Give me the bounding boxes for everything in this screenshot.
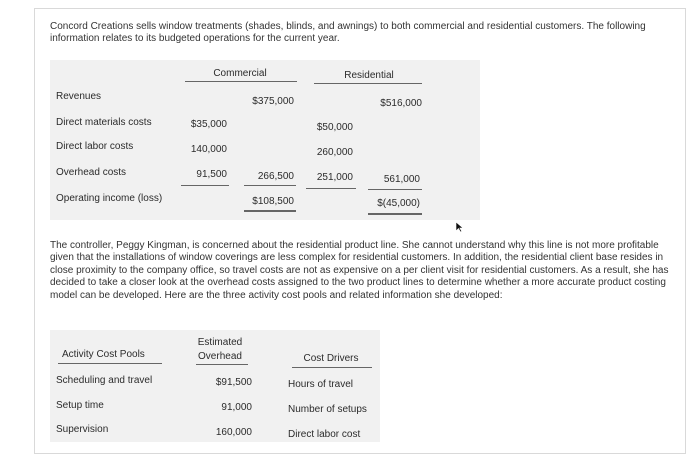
commercial-direct-labor: 140,000 bbox=[190, 144, 227, 155]
residential-header-underline bbox=[314, 83, 422, 84]
overhead-scheduling-travel: $91,500 bbox=[215, 377, 252, 388]
row-label-operating-income: Operating income (loss) bbox=[56, 193, 163, 204]
residential-header: Residential bbox=[344, 70, 394, 81]
activity-pools-header: Activity Cost Pools bbox=[62, 349, 145, 360]
residential-direct-labor: 260,000 bbox=[316, 147, 353, 158]
pool-scheduling-travel: Scheduling and travel bbox=[56, 375, 153, 386]
residential-overhead: 251,000 bbox=[316, 172, 353, 183]
commercial-total-costs: 266,500 bbox=[257, 171, 294, 182]
residential-subtotal-rule-a bbox=[306, 188, 356, 189]
cost-drivers-header: Cost Drivers bbox=[303, 353, 359, 364]
cost-drivers-underline bbox=[292, 367, 372, 368]
driver-setup-time: Number of setups bbox=[288, 404, 367, 415]
residential-revenues: $516,000 bbox=[380, 98, 422, 109]
commercial-header-underline bbox=[185, 81, 297, 82]
row-label-direct-materials: Direct materials costs bbox=[56, 117, 152, 128]
overhead-setup-time: 91,000 bbox=[221, 402, 252, 413]
residential-direct-materials: $50,000 bbox=[316, 122, 353, 133]
commercial-overhead: 91,500 bbox=[196, 169, 227, 180]
estimated-header: Estimated bbox=[197, 337, 243, 348]
residential-total-double-rule bbox=[368, 213, 422, 215]
row-label-direct-labor: Direct labor costs bbox=[56, 141, 134, 152]
overhead-header: Overhead bbox=[198, 351, 242, 362]
row-label-overhead: Overhead costs bbox=[56, 167, 127, 178]
row-label-revenues: Revenues bbox=[56, 91, 102, 102]
commercial-subtotal-rule-b bbox=[244, 185, 296, 186]
commercial-operating-income: $108,500 bbox=[252, 196, 294, 207]
residential-subtotal-rule-b bbox=[368, 189, 422, 190]
controller-paragraph: The controller, Peggy Kingman, is concerned about the residential product line. She cannot understand why this line is not more profitable given that the installations of window coverings are less complex for residential customers. In addition, the residential client base resides in close proximity to the company office, so travel costs are not as expensive on a per client visit for residential customers. As a result, she has decided to take a closer look at the overhead costs assigned to the two product lines to determine whether a more accurate product costing model can be developed. Here are the three activity cost pools and related information she developed: bbox=[50, 240, 669, 301]
intro-paragraph: Concord Creations sells window treatments (shades, blinds, and awnings) to both commercial and residential customers. The following information relates to its budgeted operations for the current year. bbox=[50, 21, 646, 45]
overhead-header-underline bbox=[196, 364, 248, 365]
commercial-direct-materials: $35,000 bbox=[190, 119, 227, 130]
pool-supervision: Supervision bbox=[56, 424, 109, 435]
mouse-cursor-icon bbox=[455, 221, 464, 233]
residential-operating-income: $(45,000) bbox=[377, 198, 420, 209]
activity-pools-underline bbox=[58, 363, 162, 364]
commercial-revenues: $375,000 bbox=[252, 96, 294, 107]
overhead-supervision: 160,000 bbox=[215, 427, 252, 438]
commercial-header: Commercial bbox=[213, 68, 267, 79]
driver-supervision: Direct labor cost bbox=[288, 429, 361, 440]
pool-setup-time: Setup time bbox=[56, 400, 104, 411]
commercial-total-double-rule bbox=[244, 210, 296, 212]
residential-total-costs: 561,000 bbox=[383, 174, 420, 185]
commercial-subtotal-rule-a bbox=[181, 185, 229, 186]
driver-scheduling-travel: Hours of travel bbox=[288, 379, 354, 390]
